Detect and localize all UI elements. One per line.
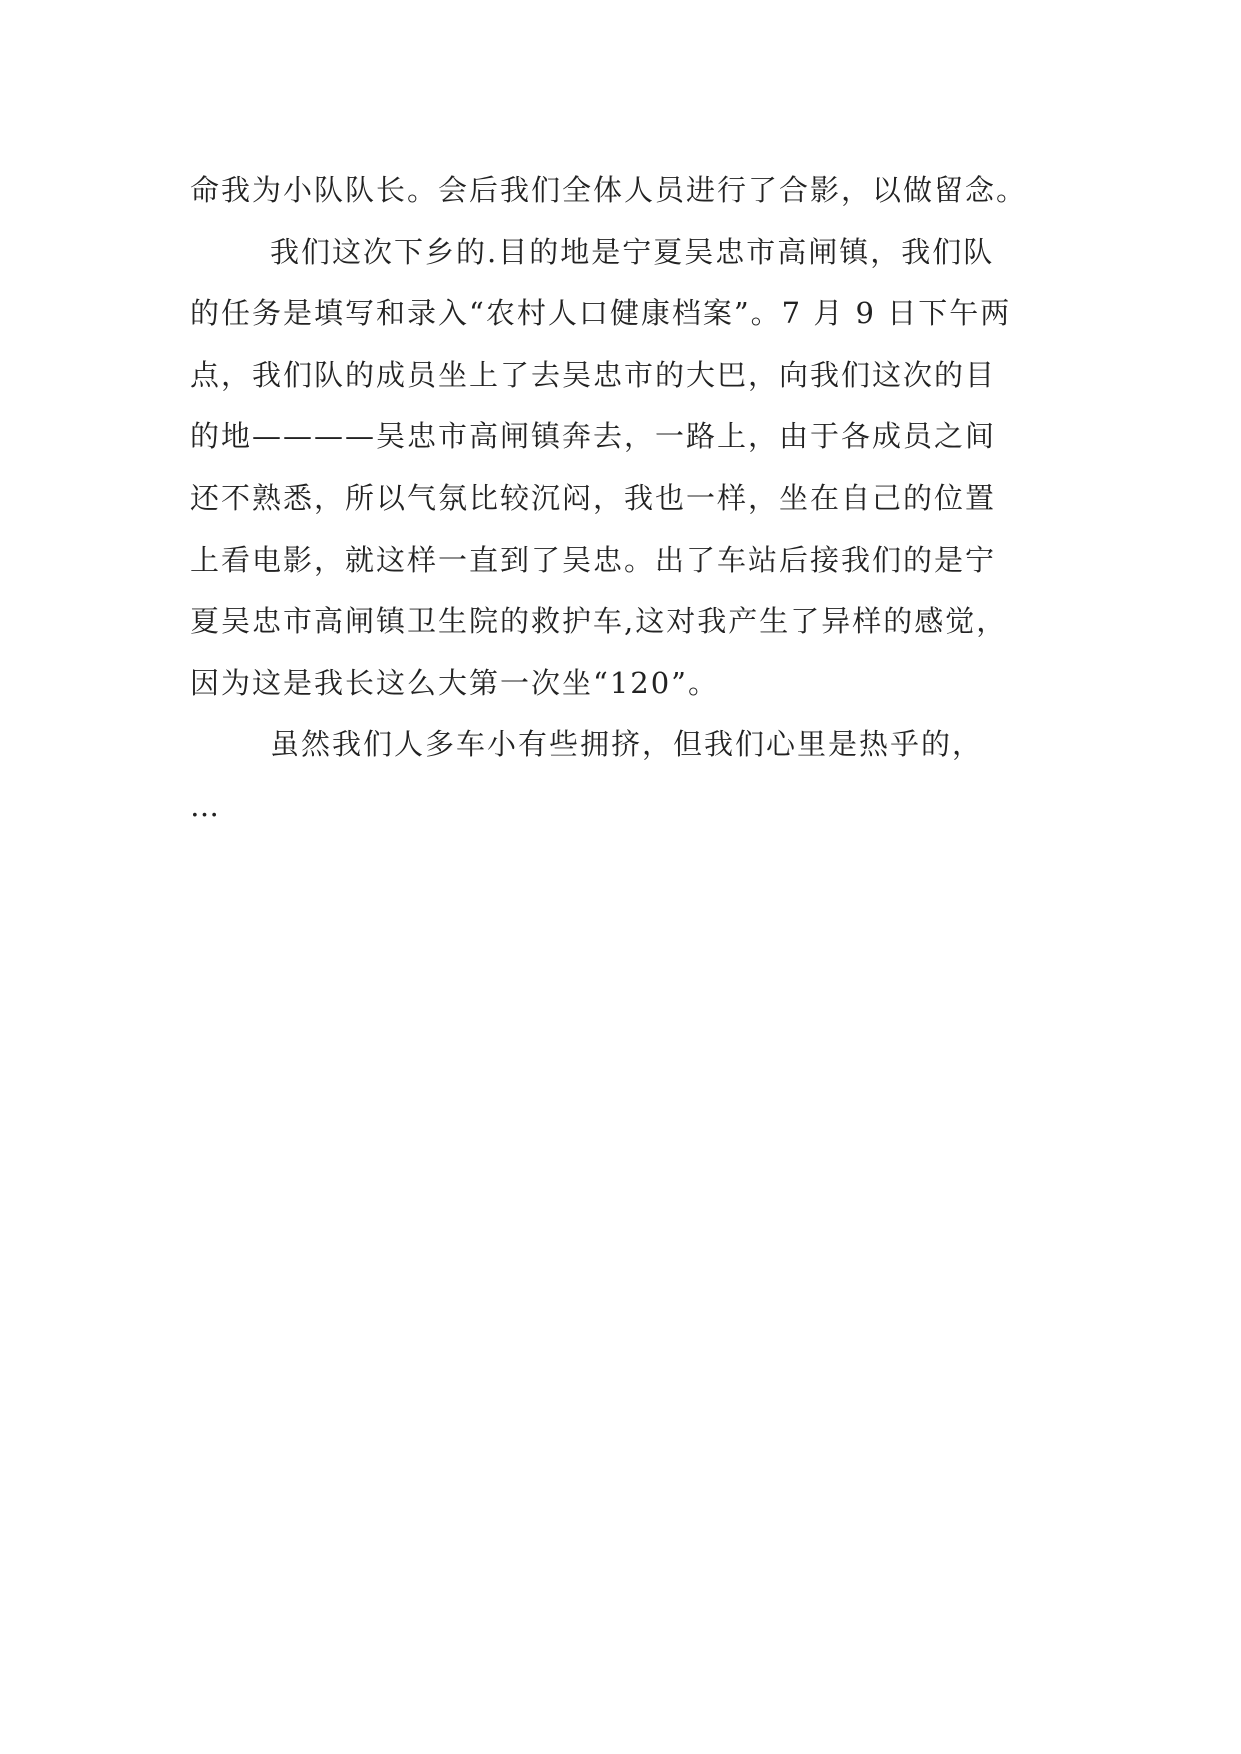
text-line: 的任务是填写和录入“农村人口健康档案”。7 月 9 日下午两	[190, 296, 1012, 331]
body-text	[190, 160, 1050, 838]
text-line: 我们这次下乡的.目的地是宁夏吴忠市高闸镇，我们队	[270, 234, 995, 269]
text-line: 点，我们队的成员坐上了去吴忠市的大巴，向我们这次的目	[190, 357, 997, 392]
text-line: 还不熟悉，所以气氛比较沉闷，我也一样，坐在自己的位置	[190, 480, 997, 515]
text-line: 夏吴忠市高闸镇卫生院的救护车,这对我产生了异样的感觉，	[190, 604, 1008, 639]
text-line: 命我为小队队长。会后我们全体人员进行了合影，以做留念。	[190, 173, 1028, 207]
text-line: 上看电影，就这样一直到了吴忠。出了车站后接我们的是宁	[190, 542, 997, 577]
text-line: 因为这是我长这么大第一次坐“120”。	[190, 665, 720, 700]
text-line: 虽然我们人多车小有些拥挤，但我们心里是热乎的，	[270, 727, 984, 762]
text-line: 的地————吴忠市高闸镇奔去，一路上，由于各成员之间	[190, 419, 997, 454]
text-line: …	[190, 788, 221, 823]
